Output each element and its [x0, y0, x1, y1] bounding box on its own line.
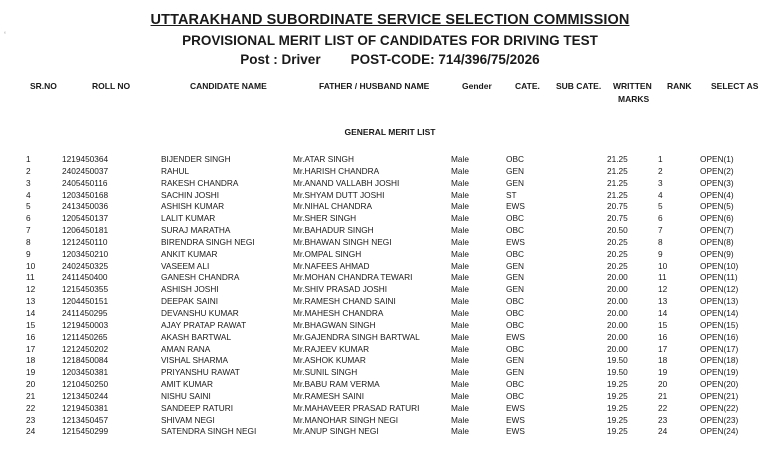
gender: Male — [451, 284, 469, 295]
sr-number: 6 — [26, 213, 31, 224]
gender: Male — [451, 189, 469, 200]
written-marks: 20.00 — [607, 296, 628, 307]
table-row — [0, 213, 780, 225]
select-as: OPEN(19) — [700, 367, 739, 378]
candidate-name: BIRENDRA SINGH NEGI — [161, 236, 255, 247]
candidate-name: SACHIN JOSHI — [161, 189, 220, 200]
post-name: Post : Driver — [240, 52, 321, 67]
sr-number: 9 — [26, 248, 31, 259]
candidate-name: LALIT KUMAR — [161, 213, 216, 224]
select-as: OPEN(22) — [700, 402, 739, 413]
written-marks: 20.00 — [607, 343, 628, 354]
col-written: WRITTEN — [613, 81, 652, 91]
rank: 19 — [658, 367, 668, 378]
roll-number: 1203450210 — [62, 248, 109, 259]
father-name: Mr.GAJENDRA SINGH BARTWAL — [293, 331, 420, 342]
select-as: OPEN(5) — [700, 201, 734, 212]
roll-number: 1204450151 — [62, 296, 109, 307]
father-name: Mr.BABU RAM VERMA — [293, 379, 380, 390]
sr-number: 20 — [26, 379, 36, 390]
father-name: Mr.MAHAVEER PRASAD RATURI — [293, 402, 420, 413]
sr-number: 4 — [26, 189, 31, 200]
rank: 9 — [658, 248, 663, 259]
father-name: Mr.NAFEES AHMAD — [293, 260, 370, 271]
category: GEN — [506, 165, 524, 176]
roll-number: 1218450084 — [62, 355, 109, 366]
post-line — [0, 52, 780, 67]
sr-number: 18 — [26, 355, 36, 366]
father-name: Mr.ANAND VALLABH JOSHI — [293, 177, 400, 188]
sr-number: 14 — [26, 307, 36, 318]
father-name: Mr.RAMESH CHAND SAINI — [293, 296, 396, 307]
sr-number: 7 — [26, 225, 31, 236]
select-as: OPEN(2) — [700, 165, 734, 176]
gender: Male — [451, 260, 469, 271]
table-row — [0, 225, 780, 237]
gender: Male — [451, 236, 469, 247]
table-row — [0, 166, 780, 178]
select-as: OPEN(4) — [700, 189, 734, 200]
written-marks: 19.25 — [607, 426, 628, 437]
written-marks: 20.00 — [607, 307, 628, 318]
rank: 1 — [658, 154, 663, 164]
roll-number: 2413450036 — [62, 201, 109, 212]
sr-number: 16 — [26, 331, 36, 342]
table-row — [0, 178, 780, 190]
candidate-name: GANESH CHANDRA — [161, 272, 240, 283]
written-marks: 19.25 — [607, 379, 628, 390]
candidate-name: VASEEM ALI — [161, 260, 210, 271]
table-row — [0, 379, 780, 391]
table-row — [0, 190, 780, 202]
col-father: FATHER / HUSBAND NAME — [319, 81, 430, 91]
candidate-name: AMAN RANA — [161, 343, 211, 354]
roll-number: 1213450457 — [62, 414, 109, 425]
father-name: Mr.BHAGWAN SINGH — [293, 319, 376, 330]
gender: Male — [451, 307, 469, 318]
written-marks: 20.00 — [607, 272, 628, 283]
rank: 24 — [658, 426, 668, 437]
table-row — [0, 355, 780, 367]
candidate-name: ASHISH KUMAR — [161, 201, 225, 212]
select-as: OPEN(23) — [700, 414, 739, 425]
roll-number: 1212450202 — [62, 343, 109, 354]
scan-mark: ‘ — [4, 30, 6, 40]
gender: Male — [451, 201, 469, 212]
rank: 22 — [658, 402, 668, 413]
category: GEN — [506, 284, 524, 295]
category: EWS — [506, 331, 525, 342]
category: EWS — [506, 414, 525, 425]
select-as: OPEN(8) — [700, 236, 734, 247]
rank: 16 — [658, 331, 668, 342]
roll-number: 1213450244 — [62, 390, 109, 401]
sr-number: 10 — [26, 260, 36, 271]
gender: Male — [451, 426, 469, 437]
written-marks: 19.25 — [607, 390, 628, 401]
gender: Male — [451, 165, 469, 176]
table-row — [0, 201, 780, 213]
category: EWS — [506, 236, 525, 247]
roll-number: 1203450168 — [62, 189, 109, 200]
select-as: OPEN(6) — [700, 213, 734, 224]
candidate-name: AKASH BARTWAL — [161, 331, 232, 342]
select-as: OPEN(18) — [700, 355, 739, 366]
written-marks: 21.25 — [607, 165, 628, 176]
gender: Male — [451, 379, 469, 390]
col-gender: Gender — [462, 81, 492, 91]
candidate-name: RAHUL — [161, 165, 190, 176]
rank: 2 — [658, 165, 663, 176]
candidate-name: SURAJ MARATHA — [161, 225, 231, 236]
gender: Male — [451, 390, 469, 401]
select-as: OPEN(20) — [700, 379, 739, 390]
father-name: Mr.RAJEEV KUMAR — [293, 343, 370, 354]
gender: Male — [451, 154, 469, 164]
commission-title: UTTARAKHAND SUBORDINATE SERVICE SELECTION COMMISSION — [150, 12, 630, 28]
table-row — [0, 261, 780, 273]
candidate-name: ASHISH JOSHI — [161, 284, 219, 295]
sr-number: 11 — [26, 272, 35, 283]
rank: 14 — [658, 307, 668, 318]
roll-number: 1203450381 — [62, 367, 109, 378]
written-marks: 20.00 — [607, 331, 628, 342]
table-row — [0, 296, 780, 308]
gender: Male — [451, 225, 469, 236]
category: OBC — [506, 307, 524, 318]
table-row — [0, 415, 780, 427]
roll-number: 1219450364 — [62, 154, 109, 164]
written-marks: 20.75 — [607, 213, 628, 224]
rank: 18 — [658, 355, 668, 366]
written-marks: 20.50 — [607, 225, 628, 236]
roll-number: 2411450400 — [62, 272, 108, 283]
sr-number: 22 — [26, 402, 36, 413]
gender: Male — [451, 248, 469, 259]
candidate-name: ANKIT KUMAR — [161, 248, 218, 259]
select-as: OPEN(13) — [700, 296, 739, 307]
candidate-name: SHIVAM NEGI — [161, 414, 215, 425]
col-cate: CATE. — [515, 81, 540, 91]
sr-number: 15 — [26, 319, 36, 330]
category: OBC — [506, 248, 524, 259]
select-as: OPEN(9) — [700, 248, 734, 259]
candidate-name: NISHU SAINI — [161, 390, 211, 401]
father-name: Mr.SHER SINGH — [293, 213, 357, 224]
father-name: Mr.ATAR SINGH — [293, 154, 354, 164]
rank: 5 — [658, 201, 663, 212]
gender: Male — [451, 402, 469, 413]
select-as: OPEN(21) — [700, 390, 739, 401]
category: GEN — [506, 355, 524, 366]
select-as: OPEN(3) — [700, 177, 734, 188]
category: OBC — [506, 379, 524, 390]
select-as: OPEN(7) — [700, 225, 734, 236]
written-marks: 19.25 — [607, 402, 628, 413]
merit-table-body — [0, 154, 780, 438]
candidate-name: VISHAL SHARMA — [161, 355, 229, 366]
father-name: Mr.HARISH CHANDRA — [293, 165, 380, 176]
father-name: Mr.SUNIL SINGH — [293, 367, 358, 378]
sr-number: 2 — [26, 165, 31, 176]
roll-number: 1205450137 — [62, 213, 109, 224]
col-rank: RANK — [667, 81, 692, 91]
rank: 17 — [658, 343, 668, 354]
col-name: CANDIDATE NAME — [190, 81, 267, 91]
gender: Male — [451, 355, 469, 366]
table-row — [0, 367, 780, 379]
father-name: Mr.ANUP SINGH NEGI — [293, 426, 379, 437]
roll-number: 2402450325 — [62, 260, 109, 271]
gender: Male — [451, 272, 469, 283]
sr-number: 23 — [26, 414, 36, 425]
written-marks: 21.25 — [607, 154, 628, 164]
written-marks: 21.25 — [607, 189, 628, 200]
post-code: POST-CODE: 714/396/75/2026 — [350, 52, 540, 67]
section-title: GENERAL MERIT LIST — [344, 127, 436, 137]
select-as: OPEN(1) — [700, 154, 734, 164]
sr-number: 3 — [26, 177, 31, 188]
table-row — [0, 426, 780, 438]
candidate-name: AJAY PRATAP RAWAT — [161, 319, 247, 330]
table-row — [0, 272, 780, 284]
written-marks: 19.50 — [607, 367, 628, 378]
table-row — [0, 308, 780, 320]
category: OBC — [506, 213, 524, 224]
roll-number: 2405450116 — [62, 177, 108, 188]
rank: 21 — [658, 390, 668, 401]
father-name: Mr.SHYAM DUTT JOSHI — [293, 189, 385, 200]
roll-number: 1219450003 — [62, 319, 109, 330]
rank: 6 — [658, 213, 663, 224]
roll-number: 2411450295 — [62, 307, 108, 318]
sr-number: 19 — [26, 367, 36, 378]
father-name: Mr.NIHAL CHANDRA — [293, 201, 372, 212]
father-name: Mr.RAMESH SAINI — [293, 390, 364, 401]
roll-number: 1219450381 — [62, 402, 109, 413]
sr-number: 17 — [26, 343, 36, 354]
sr-number: 8 — [26, 236, 31, 247]
table-row — [0, 332, 780, 344]
rank: 10 — [658, 260, 668, 271]
category: EWS — [506, 426, 525, 437]
gender: Male — [451, 414, 469, 425]
category: GEN — [506, 272, 524, 283]
roll-number: 1215450355 — [62, 284, 109, 295]
category: OBC — [506, 319, 524, 330]
select-as: OPEN(10) — [700, 260, 739, 271]
father-name: Mr.BHAWAN SINGH NEGI — [293, 236, 392, 247]
roll-number: 1210450250 — [62, 379, 109, 390]
candidate-name: RAKESH CHANDRA — [161, 177, 239, 188]
category: EWS — [506, 402, 525, 413]
gender: Male — [451, 213, 469, 224]
candidate-name: DEEPAK SAINI — [161, 296, 219, 307]
written-marks: 20.00 — [607, 319, 628, 330]
roll-number: 2402450037 — [62, 165, 109, 176]
table-row — [0, 154, 780, 166]
category: OBC — [506, 343, 524, 354]
category: OBC — [506, 154, 524, 164]
rank: 11 — [658, 272, 667, 283]
sr-number: 5 — [26, 201, 31, 212]
candidate-name: AMIT KUMAR — [161, 379, 213, 390]
written-marks: 20.25 — [607, 248, 628, 259]
father-name: Mr.ASHOK KUMAR — [293, 355, 366, 366]
category: GEN — [506, 177, 524, 188]
written-marks: 20.25 — [607, 260, 628, 271]
gender: Male — [451, 331, 469, 342]
father-name: Mr.MOHAN CHANDRA TEWARI — [293, 272, 413, 283]
sr-number: 24 — [26, 426, 36, 437]
sr-number: 12 — [26, 284, 36, 295]
gender: Male — [451, 367, 469, 378]
table-row — [0, 284, 780, 296]
col-marks: MARKS — [618, 94, 650, 104]
sr-number: 13 — [26, 296, 36, 307]
table-row — [0, 391, 780, 403]
select-as: OPEN(24) — [700, 426, 739, 437]
father-name: Mr.MAHESH CHANDRA — [293, 307, 384, 318]
written-marks: 20.25 — [607, 236, 628, 247]
roll-number: 1212450110 — [62, 236, 108, 247]
rank: 8 — [658, 236, 663, 247]
category: GEN — [506, 260, 524, 271]
father-name: Mr.MANOHAR SINGH NEGI — [293, 414, 399, 425]
rank: 4 — [658, 189, 663, 200]
select-as: OPEN(17) — [700, 343, 739, 354]
col-sub: SUB CATE. — [556, 81, 602, 91]
select-as: OPEN(14) — [700, 307, 739, 318]
gender: Male — [451, 177, 469, 188]
table-row — [0, 320, 780, 332]
table-row — [0, 237, 780, 249]
table-row — [0, 403, 780, 415]
category: OBC — [506, 296, 524, 307]
category: OBC — [506, 390, 524, 401]
table-row — [0, 249, 780, 261]
gender: Male — [451, 343, 469, 354]
select-as: OPEN(11) — [700, 272, 738, 283]
category: OBC — [506, 225, 524, 236]
written-marks: 20.00 — [607, 284, 628, 295]
roll-number: 1215450299 — [62, 426, 109, 437]
rank: 23 — [658, 414, 668, 425]
rank: 7 — [658, 225, 663, 236]
select-as: OPEN(12) — [700, 284, 739, 295]
rank: 20 — [658, 379, 668, 390]
gender: Male — [451, 296, 469, 307]
document-subtitle: PROVISIONAL MERIT LIST OF CANDIDATES FOR DRIVING TEST — [182, 33, 598, 48]
written-marks: 20.75 — [607, 201, 628, 212]
gender: Male — [451, 319, 469, 330]
category: ST — [506, 189, 517, 200]
sr-number: 1 — [26, 154, 31, 164]
candidate-name: SATENDRA SINGH NEGI — [161, 426, 257, 437]
candidate-name: DEVANSHU KUMAR — [161, 307, 239, 318]
candidate-name: PRIYANSHU RAWAT — [161, 367, 240, 378]
sr-number: 21 — [26, 390, 36, 401]
category: EWS — [506, 201, 525, 212]
written-marks: 19.25 — [607, 414, 628, 425]
written-marks: 21.25 — [607, 177, 628, 188]
col-roll: ROLL NO — [92, 81, 131, 91]
father-name: Mr.OMPAL SINGH — [293, 248, 362, 259]
rank: 3 — [658, 177, 663, 188]
roll-number: 1206450181 — [62, 225, 109, 236]
col-select: SELECT AS — [711, 81, 759, 91]
rank: 15 — [658, 319, 668, 330]
father-name: Mr.BAHADUR SINGH — [293, 225, 374, 236]
select-as: OPEN(15) — [700, 319, 739, 330]
candidate-name: SANDEEP RATURI — [161, 402, 234, 413]
table-row — [0, 344, 780, 356]
father-name: Mr.SHIV PRASAD JOSHI — [293, 284, 388, 295]
rank: 13 — [658, 296, 668, 307]
table-header — [0, 80, 780, 110]
rank: 12 — [658, 284, 668, 295]
candidate-name: BIJENDER SINGH — [161, 154, 231, 164]
roll-number: 1211450265 — [62, 331, 108, 342]
col-sr: SR.NO — [30, 81, 57, 91]
written-marks: 19.50 — [607, 355, 628, 366]
select-as: OPEN(16) — [700, 331, 739, 342]
category: GEN — [506, 367, 524, 378]
